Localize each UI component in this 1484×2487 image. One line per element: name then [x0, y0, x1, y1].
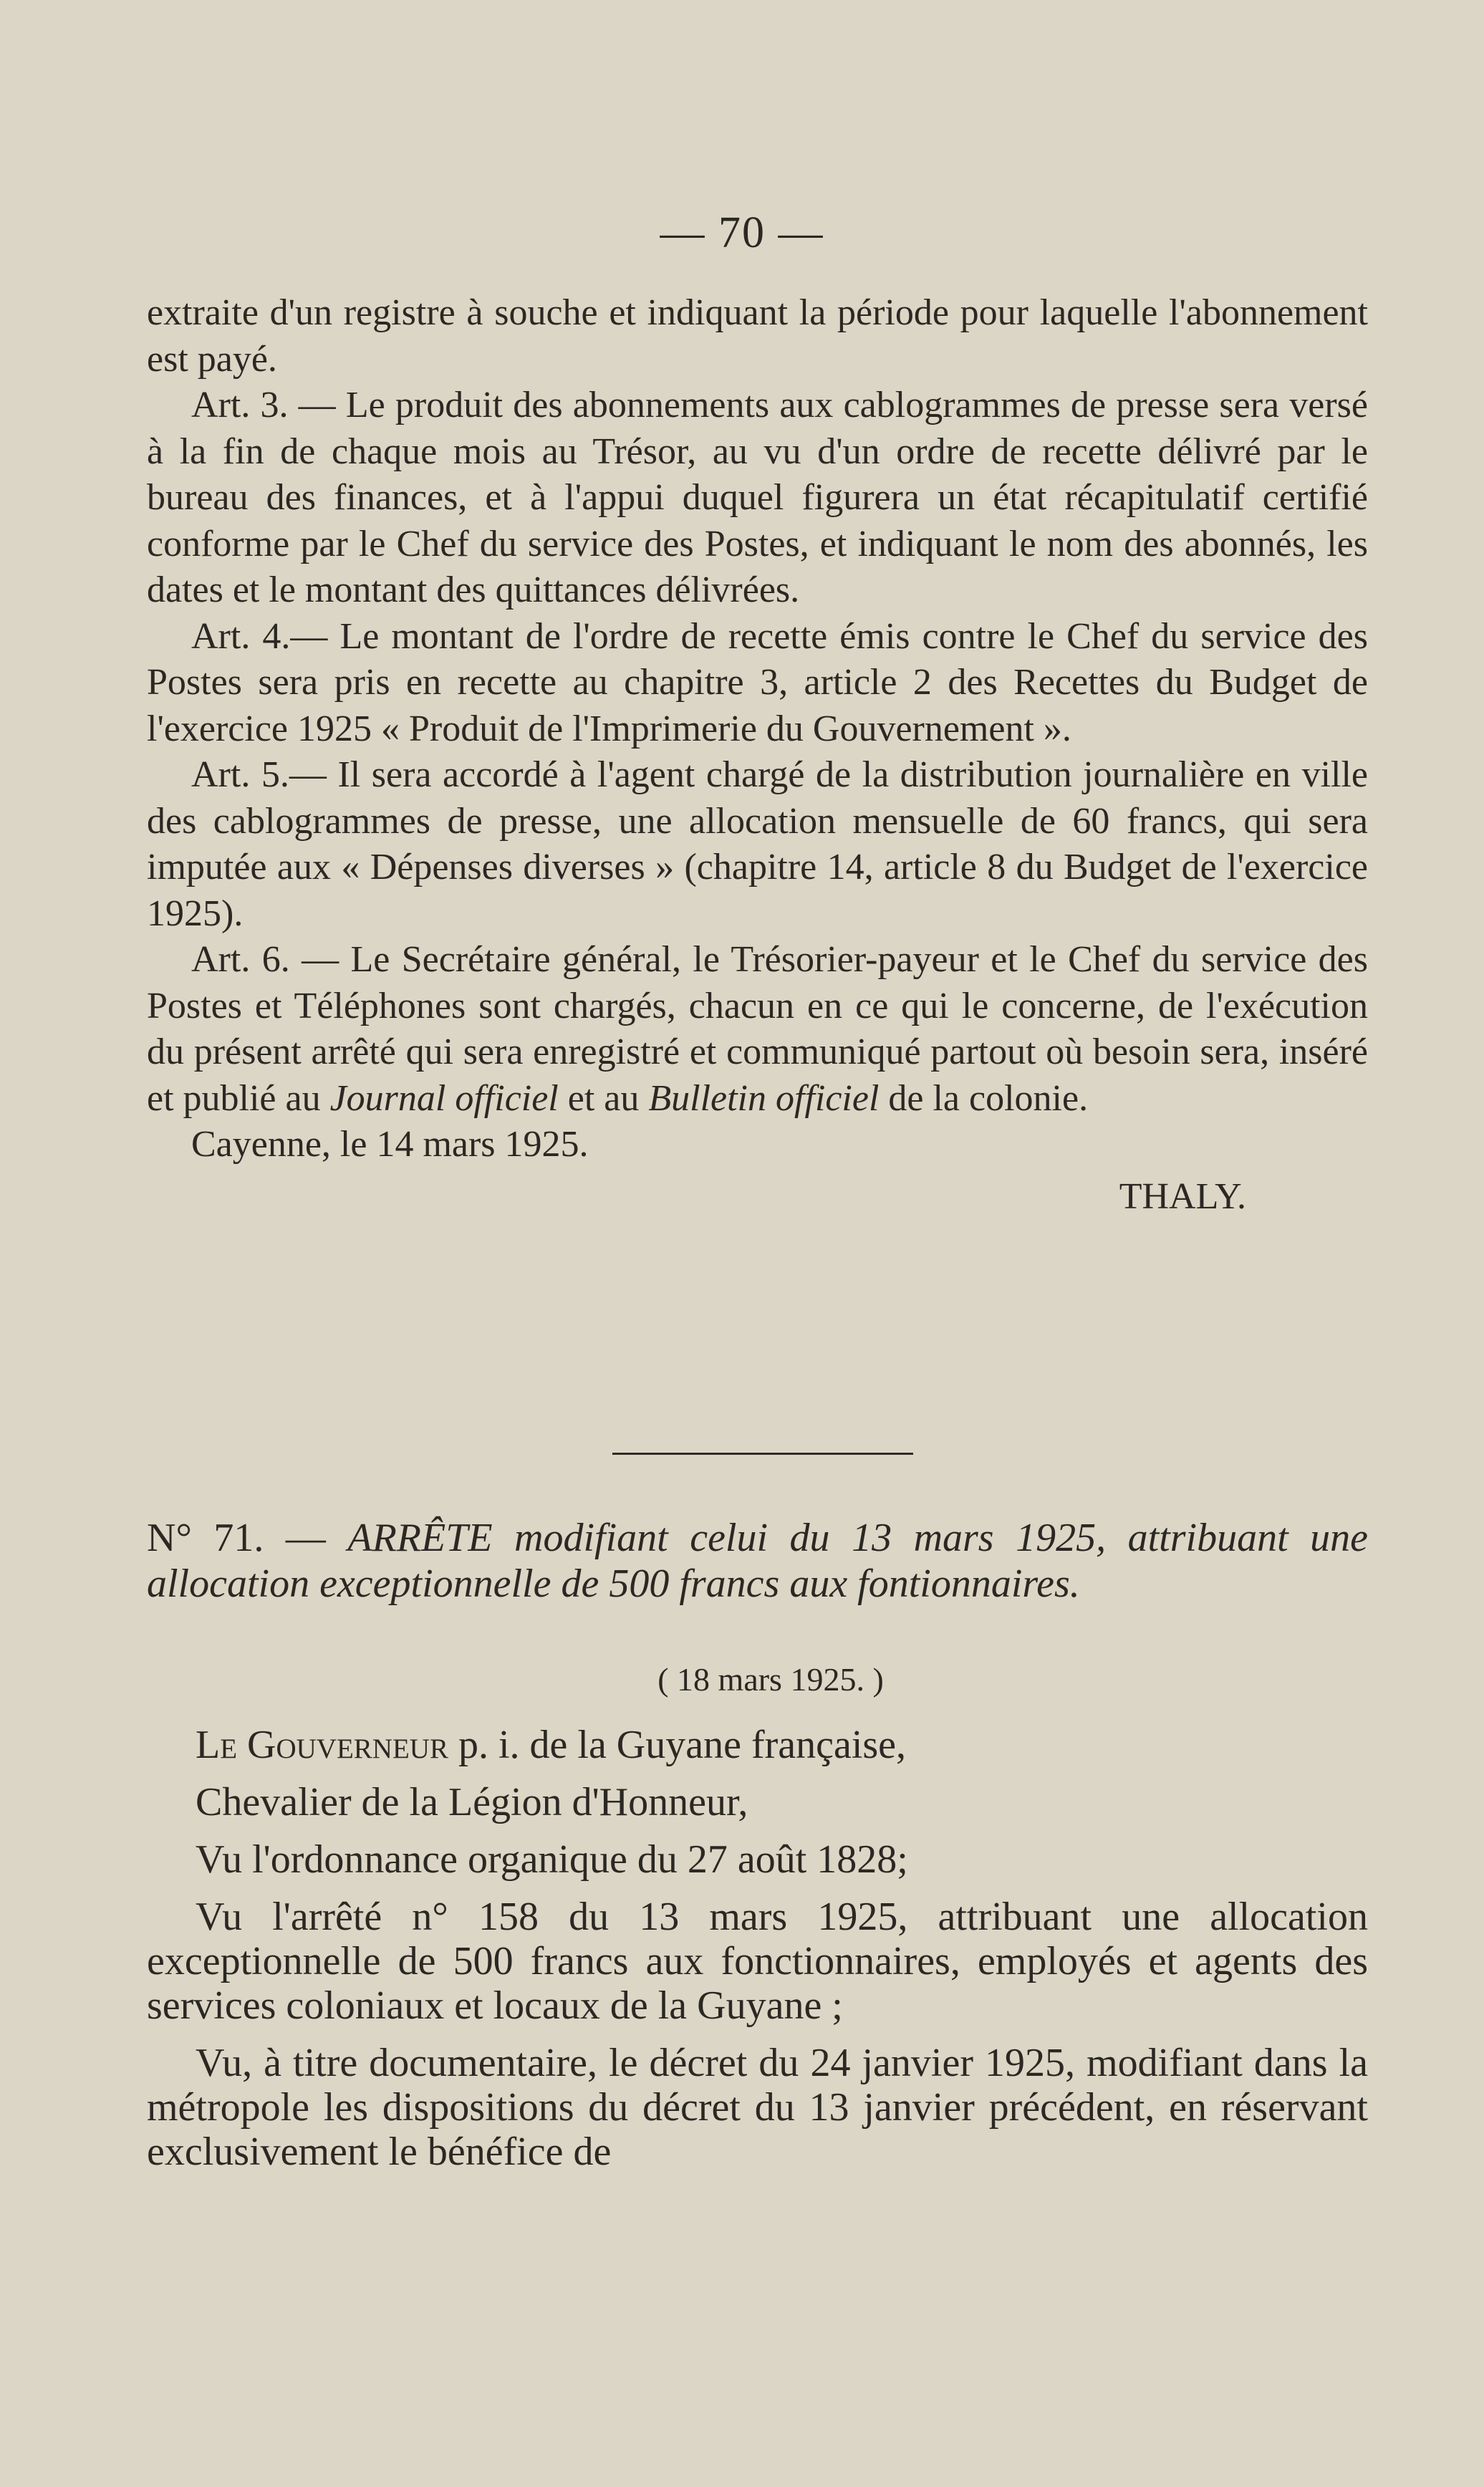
bulletin-officiel: Bulletin officiel [648, 1077, 880, 1119]
place-date: Cayenne, le 14 mars 1925. [191, 1124, 589, 1165]
article-4: Art. 4.— Le montant de l'ordre de recette émis contre le Chef du service des Postes sera pris en recette au chapitre 3, article 2 des Recettes du Budget de l'exercice 1925 « Produit de l'Imprimerie du Gouvernement ». [147, 615, 1368, 749]
article-6-connector: et au [558, 1077, 649, 1119]
article-6-text: Art. 6. — Le Secrétaire général, le Trésorier-payeur et le Chef du service des Postes et Téléphones sont chargés, chacun en ce qui le concerne, de l'exécution du présent arrêté qui sera enregistré et communiqué partout où besoin sera, inséré et publié au [147, 939, 1368, 1119]
section-divider [612, 1453, 913, 1455]
article-3: Art. 3. — Le produit des abonnements aux cablogrammes de presse sera versé à la fin de chaque mois au Trésor, au vu d'un ordre de recette délivré par le bureau des finances, et à l'appui duquel figurera un état récapitulatif certifié conforme par le Chef du service des Postes, et indiquant le nom des abonnés, les dates et le montant des quittances délivrées. [147, 385, 1368, 610]
article-5: Art. 5.— Il sera accordé à l'agent chargé de la distribution journalière en ville des cablogrammes de presse, une allocation mensuelle de 60 francs, qui sera imputée aux « Dépenses diverses » (chapitre 14, article 8 du Budget de l'exercice 1925). [147, 754, 1368, 934]
decree-number: N° 71. [147, 1516, 264, 1560]
page-number: — 70 — [660, 208, 824, 257]
decree-body [147, 1723, 1368, 2187]
decree-dash: — [264, 1516, 348, 1560]
journal-officiel: Journal officiel [329, 1077, 559, 1119]
governor-line [147, 1723, 1368, 1767]
previous-decree-text [147, 290, 1368, 1220]
decree-heading [147, 1515, 1368, 1607]
governor-rest: p. i. de la Guyane française, [448, 1723, 907, 1767]
decree-date: ( 18 mars 1925. ) [657, 1661, 884, 1698]
continuation-paragraph: extraite d'un registre à souche et indiquant la période pour laquelle l'abonnement est payé. [147, 292, 1368, 380]
vu-decret: Vu, à titre documentaire, le décret du 24 janvier 1925, modifiant dans la métropole les dispositions du décret du 13 janvier précédent, en réservant exclusivement le bénéfice de [147, 2041, 1368, 2174]
article-6 [147, 937, 1368, 1122]
chevalier-line: Chevalier de la Légion d'Honneur, [196, 1780, 748, 1824]
vu-arrete: Vu l'arrêté n° 158 du 13 mars 1925, attribuant une allocation exceptionnelle de 500 francs aux fonctionnaires, employés et agents des services coloniaux et locaux de la Guyane ; [147, 1895, 1368, 2028]
signature: THALY. [1119, 1175, 1246, 1217]
decree-title: ARRÊTE modifiant celui du 13 mars 1925, attribuant une allocation exceptionnelle de 500 francs aux fontionnaires. [147, 1516, 1368, 1606]
vu-ordonnance: Vu l'ordonnance organique du 27 août 1828; [196, 1837, 908, 1882]
governor-title: Le Gouverneur [196, 1723, 448, 1767]
article-6-end: de la colonie. [879, 1077, 1089, 1119]
